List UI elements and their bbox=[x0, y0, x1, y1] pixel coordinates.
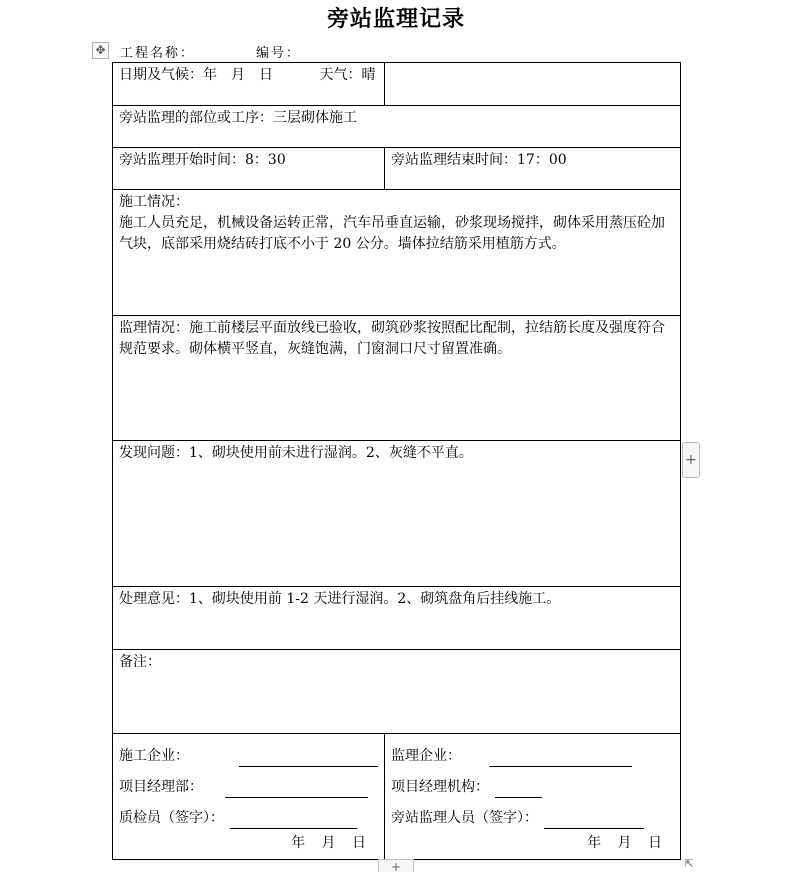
supervisor-company-row bbox=[391, 736, 674, 767]
supervisor-company-label: 监理企业： bbox=[391, 748, 461, 764]
supervisor-date: 年 月 日 bbox=[587, 835, 662, 851]
project-name-label: 工程名称： bbox=[120, 46, 196, 61]
contractor-company-label: 施工企业： bbox=[119, 748, 189, 764]
supervision-cell[interactable]: 监理情况：施工前楼层平面放线已验收，砌筑砂浆按照配比配制，拉结筋长度及强度符合规范要求。砌体横平竖直，灰缝饱满，门窗洞口尺寸留置准确。 bbox=[113, 316, 681, 441]
end-time-cell[interactable]: 旁站监理结束时间：17：00 bbox=[385, 148, 681, 190]
contractor-company-row bbox=[119, 736, 378, 767]
contractor-date: 年 月 日 bbox=[291, 835, 366, 851]
construction-cell[interactable] bbox=[113, 190, 681, 316]
supervisor-signer-line[interactable] bbox=[544, 814, 644, 829]
contractor-company-line[interactable] bbox=[239, 752, 378, 767]
date-weather-cell[interactable]: 日期及气候：年 月 日 天气：晴 bbox=[113, 63, 385, 106]
document-title: 旁站监理记录 bbox=[326, 6, 465, 32]
contractor-signature-cell[interactable] bbox=[113, 734, 385, 860]
inspector-label: 质检员（签字）： bbox=[119, 810, 224, 826]
number-label: 编号： bbox=[256, 46, 302, 61]
table-resize-icon[interactable]: ⇱ bbox=[684, 857, 694, 870]
record-table bbox=[112, 62, 681, 860]
manager-org-label: 项目经理机构： bbox=[391, 779, 489, 795]
manager-org-row bbox=[391, 767, 674, 798]
remarks-cell[interactable]: 备注： bbox=[113, 650, 681, 734]
manager-dept-line[interactable] bbox=[225, 783, 368, 798]
opinion-cell[interactable]: 处理意见：1、砌块使用前 1-2 天进行湿润。2、砌筑盘角后挂线施工。 bbox=[113, 587, 681, 650]
start-time-cell[interactable]: 旁站监理开始时间：8：30 bbox=[113, 148, 385, 190]
date-weather-empty-cell[interactable] bbox=[385, 63, 681, 106]
supervisor-signature-cell[interactable] bbox=[385, 734, 681, 860]
table-move-icon[interactable]: ✥ bbox=[92, 42, 109, 59]
inspector-line[interactable] bbox=[230, 814, 357, 829]
supervisor-signer-row bbox=[391, 798, 674, 829]
inspector-row bbox=[119, 798, 378, 829]
problems-cell[interactable]: 发现问题：1、砌块使用前未进行湿润。2、灰缝不平直。 bbox=[113, 441, 681, 587]
supervisor-company-line[interactable] bbox=[489, 752, 632, 767]
add-column-icon[interactable]: + bbox=[682, 442, 700, 478]
manager-dept-label: 项目经理部： bbox=[119, 779, 203, 795]
manager-org-line[interactable] bbox=[495, 783, 542, 798]
manager-dept-row bbox=[119, 767, 378, 798]
supervisor-signer-label: 旁站监理人员（签字）： bbox=[391, 810, 538, 826]
meta-line bbox=[120, 42, 302, 61]
location-cell[interactable]: 旁站监理的部位或工序：三层砌体施工 bbox=[113, 106, 681, 148]
construction-text: 施工人员充足，机械设备运转正常，汽车吊垂直运输，砂浆现场搅拌，砌体采用蒸压砼加气块，底部采用烧结砖打底不小于 20 公分。墙体拉结筋采用植筋方式。 bbox=[119, 215, 665, 252]
add-row-icon[interactable]: + bbox=[378, 859, 414, 872]
construction-label: 施工情况： bbox=[119, 194, 189, 210]
